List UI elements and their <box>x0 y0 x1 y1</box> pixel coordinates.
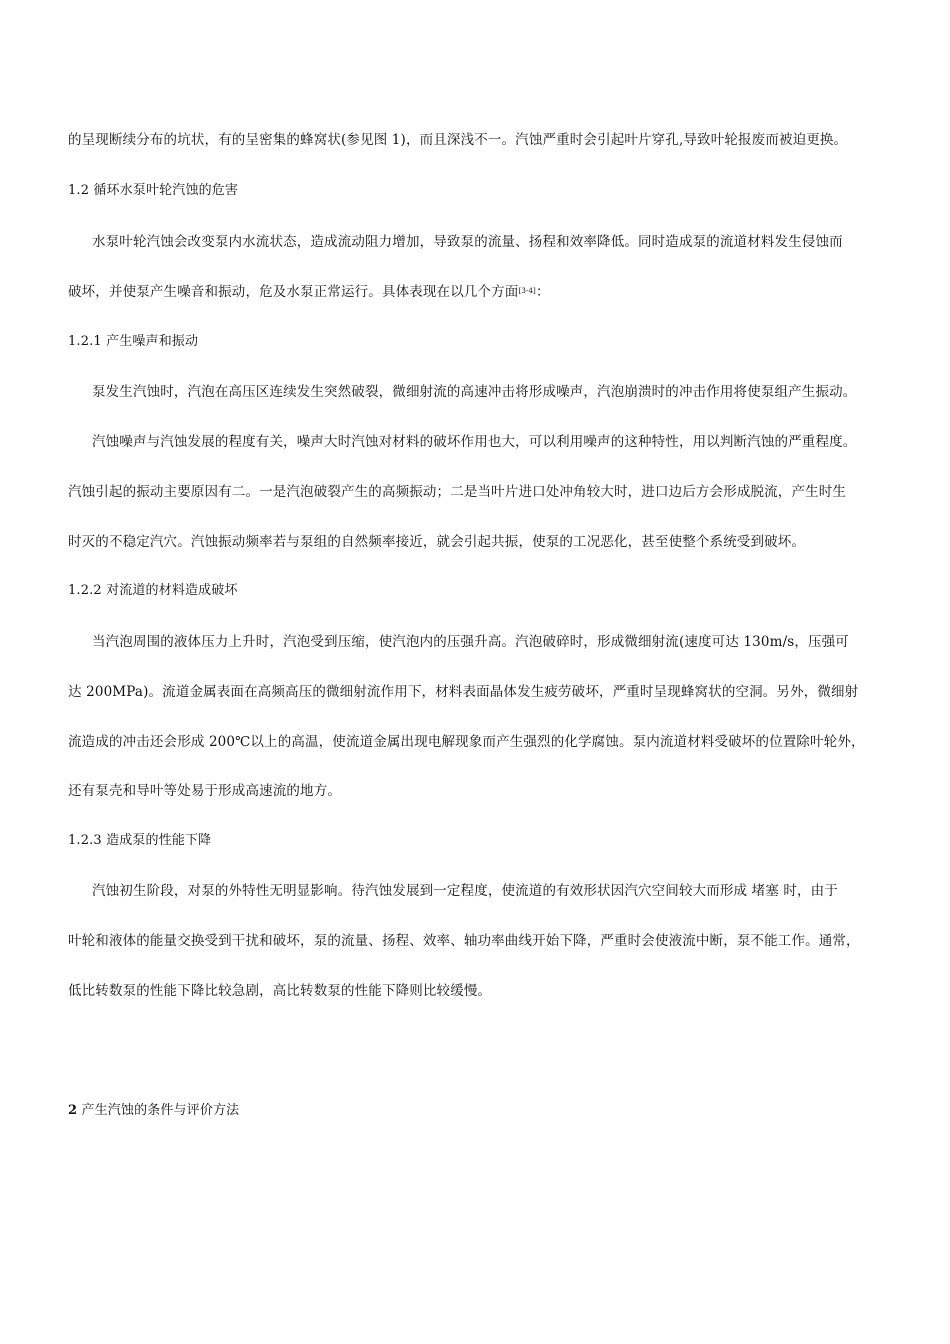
paragraph-line: 时灭的不稳定汽穴。汽蚀振动频率若与泵组的自然频率接近，就会引起共振，使泵的工况恶化，甚至使整个系统受到破坏。 <box>68 534 806 550</box>
paragraph-line: 汽蚀初生阶段，对泵的外特性无明显影响。待汽蚀发展到一定程度，使流道的有效形状因汽穴空间较大而形成 堵塞 时，由于 <box>92 883 838 899</box>
paragraph-text: 破坏，并使泵产生噪音和振动，危及水泵正常运行。具体表现在以几个方面 <box>68 284 519 300</box>
section-heading-1-2-3: 1.2.3 造成泵的性能下降 <box>68 833 212 848</box>
paragraph-line: 低比转数泵的性能下降比较急剧，高比转数泵的性能下降则比较缓慢。 <box>68 983 492 999</box>
paragraph-line: 叶轮和液体的能量交换受到干扰和破坏，泵的流量、扬程、效率、轴功率曲线开始下降，严重时会使液流中断，泵不能工作。通常， <box>68 933 860 949</box>
paragraph-line: 还有泵壳和导叶等处易于形成高速流的地方。 <box>68 783 341 799</box>
paragraph-line: 达 200MPa)。流道金属表面在高频高压的微细射流作用下，材料表面晶体发生疲劳破坏，严重时呈现蜂窝状的空洞。另外，微细射 <box>68 684 859 700</box>
paragraph-line: 的呈现断续分布的坑状，有的呈密集的蜂窝状(参见图 1)，而且深浅不一。汽蚀严重时会引起叶片穿孔,导致叶轮报废而被迫更换。 <box>68 132 848 148</box>
paragraph-text: ： <box>535 284 550 300</box>
paragraph-line: 汽蚀噪声与汽蚀发展的程度有关，噪声大时汽蚀对材料的破坏作用也大，可以利用噪声的这种特性，用以判断汽蚀的严重程度。 <box>92 434 857 450</box>
section-heading-1-2-1: 1.2.1 产生噪声和振动 <box>68 334 199 349</box>
section-heading-1-2: 1.2 循环水泵叶轮汽蚀的危害 <box>68 183 239 198</box>
citation-reference: [3-4] <box>518 287 536 295</box>
section-heading-2 <box>68 1101 888 1121</box>
paragraph-line: 水泵叶轮汽蚀会改变泵内水流状态，造成流动阻力增加，导致泵的流量、扬程和效率降低。同时造成泵的流道材料发生侵蚀而 <box>92 234 843 250</box>
paragraph-line: 汽蚀引起的振动主要原因有二。一是汽泡破裂产生的高频振动；二是当叶片进口处冲角较大时，进口边后方会形成脱流，产生时生 <box>68 484 847 500</box>
section-heading-1-2-2: 1.2.2 对流道的材料造成破坏 <box>68 583 238 598</box>
paragraph-line: 流造成的冲击还会形成 200℃以上的高温，使流道金属出现电解现象而产生强烈的化学腐蚀。泵内流道材料受破坏的位置除叶轮外， <box>68 734 865 750</box>
section-title: 产生汽蚀的条件与评价方法 <box>77 1103 240 1118</box>
section-number: 2 <box>68 1103 78 1118</box>
paragraph-line <box>68 282 888 302</box>
paragraph-line: 当汽泡周围的液体压力上升时，汽泡受到压缩，使汽泡内的压强升高。汽泡破碎时，形成微细射流(速度可达 130m/s，压强可 <box>92 634 849 650</box>
paragraph-line: 泵发生汽蚀时，汽泡在高压区连续发生突然破裂，微细射流的高速冲击将形成噪声，汽泡崩溃时的冲击作用将使泵组产生振动。 <box>92 384 857 400</box>
